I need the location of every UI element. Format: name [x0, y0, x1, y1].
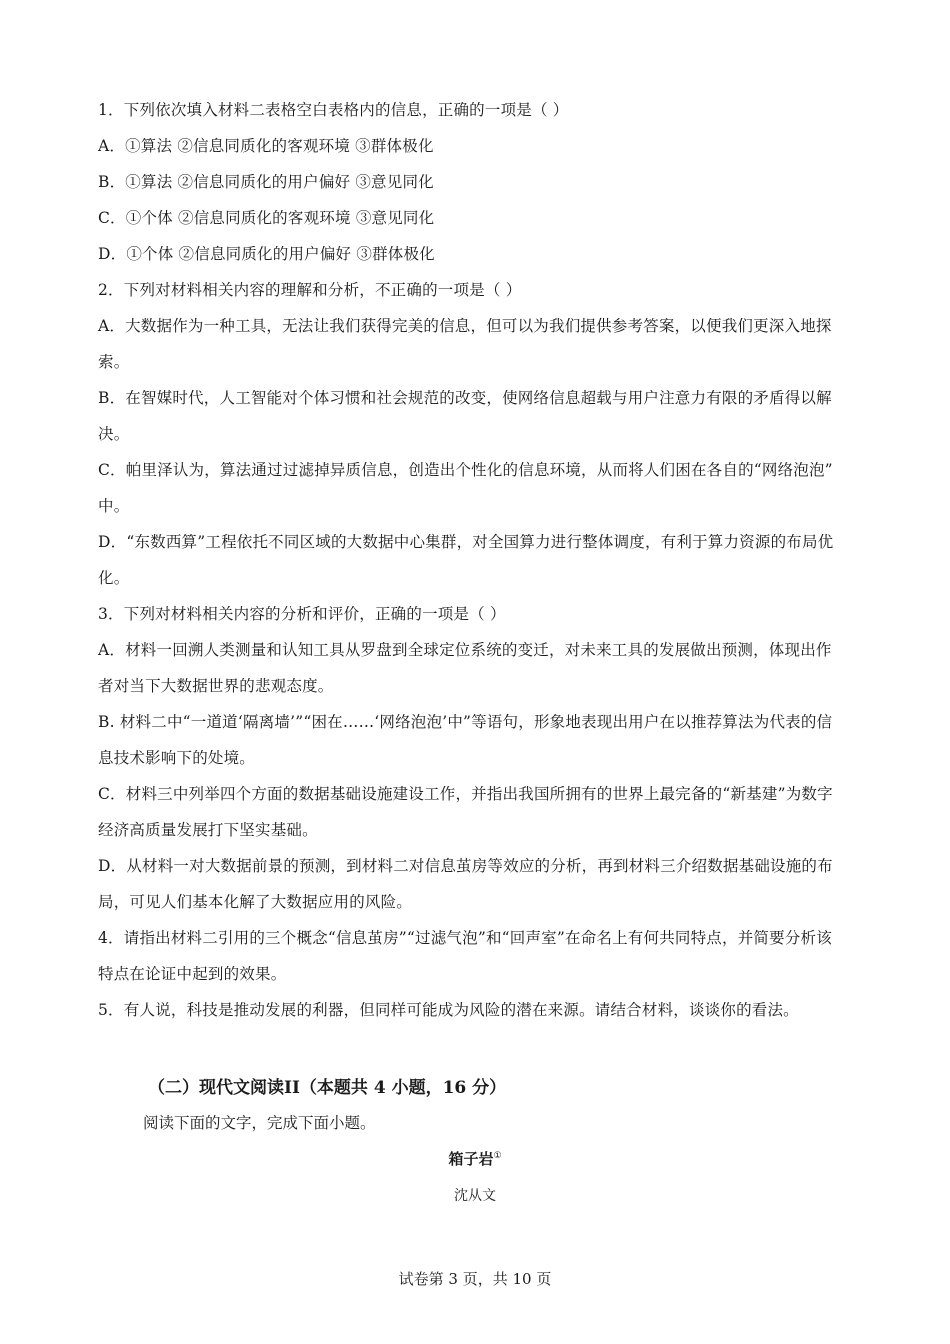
text-line: 3．下列对材料相关内容的分析和评价，正确的一项是（ ） — [98, 605, 506, 623]
article-title — [0, 1148, 950, 1169]
article-author: 沈从文 — [454, 1188, 496, 1204]
text-line: 5．有人说，科技是推动发展的利器，但同样可能成为风险的潜在来源。请结合材料，谈谈你的看法。 — [98, 1001, 799, 1019]
text-line: 特点在论证中起到的效果。 — [98, 965, 287, 983]
text-line: A．大数据作为一种工具，无法让我们获得完美的信息，但可以为我们提供参考答案，以便我们更深入地探 — [98, 317, 832, 335]
text-line: B. 材料二中“一道道‘隔离墙’”“困在……‘网络泡泡’中”等语句，形象地表现出用户在以推荐算法为代表的信 — [98, 713, 833, 731]
text-line: 中。 — [98, 497, 130, 515]
text-line: B．在智媒时代，人工智能对个体习惯和社会规范的改变，使网络信息超载与用户注意力有限的矛盾得以解 — [98, 389, 832, 407]
text-line: C．材料三中列举四个方面的数据基础设施建设工作，并指出我国所拥有的世界上最完备的“新基建”为数字 — [98, 785, 833, 803]
text-line: 2．下列对材料相关内容的理解和分析，不正确的一项是（ ） — [98, 281, 522, 299]
text-line: A．①算法 ②信息同质化的客观环境 ③群体极化 — [98, 137, 434, 155]
text-line: D．从材料一对大数据前景的预测，到材料二对信息茧房等效应的分析，再到材料三介绍数据基础设施的布 — [98, 857, 833, 875]
text-line: 局，可见人们基本化解了大数据应用的风险。 — [98, 893, 413, 911]
text-line: 决。 — [98, 425, 130, 443]
text-line: 1．下列依次填入材料二表格空白表格内的信息，正确的一项是（ ） — [98, 101, 569, 119]
text-line: 息技术影响下的处境。 — [98, 749, 256, 767]
text-line: 者对当下大数据世界的悲观态度。 — [98, 677, 334, 695]
text-line: A．材料一回溯人类测量和认知工具从罗盘到全球定位系统的变迁，对未来工具的发展做出预测，体现出作 — [98, 641, 832, 659]
text-line: D．“东数西算”工程依托不同区域的大数据中心集群，对全国算力进行整体调度，有利于算力资源的布局优 — [98, 533, 834, 551]
text-line: 经济高质量发展打下坚实基础。 — [98, 821, 318, 839]
text-line: 4．请指出材料二引用的三个概念“信息茧房”“过滤气泡”和“回声室”在命名上有何共同特点，并简要分析该 — [98, 929, 832, 947]
text-line: B．①算法 ②信息同质化的用户偏好 ③意见同化 — [98, 173, 434, 191]
section-heading: （二）现代文阅读II（本题共 4 小题，16 分） — [148, 1078, 507, 1098]
footnote-mark: ① — [493, 1151, 502, 1161]
text-line: D．①个体 ②信息同质化的用户偏好 ③群体极化 — [98, 245, 435, 263]
page-footer: 试卷第 3 页，共 10 页 — [398, 1270, 552, 1288]
text-line: 化。 — [98, 569, 130, 587]
reading-instruction: 阅读下面的文字，完成下面小题。 — [143, 1114, 376, 1132]
article-title-text: 箱子岩 — [448, 1150, 494, 1168]
text-line: C．帕里泽认为，算法通过过滤掉异质信息，创造出个性化的信息环境，从而将人们困在各自的“网络泡泡” — [98, 461, 833, 479]
text-line: 索。 — [98, 353, 130, 371]
text-line: C．①个体 ②信息同质化的客观环境 ③意见同化 — [98, 209, 435, 227]
